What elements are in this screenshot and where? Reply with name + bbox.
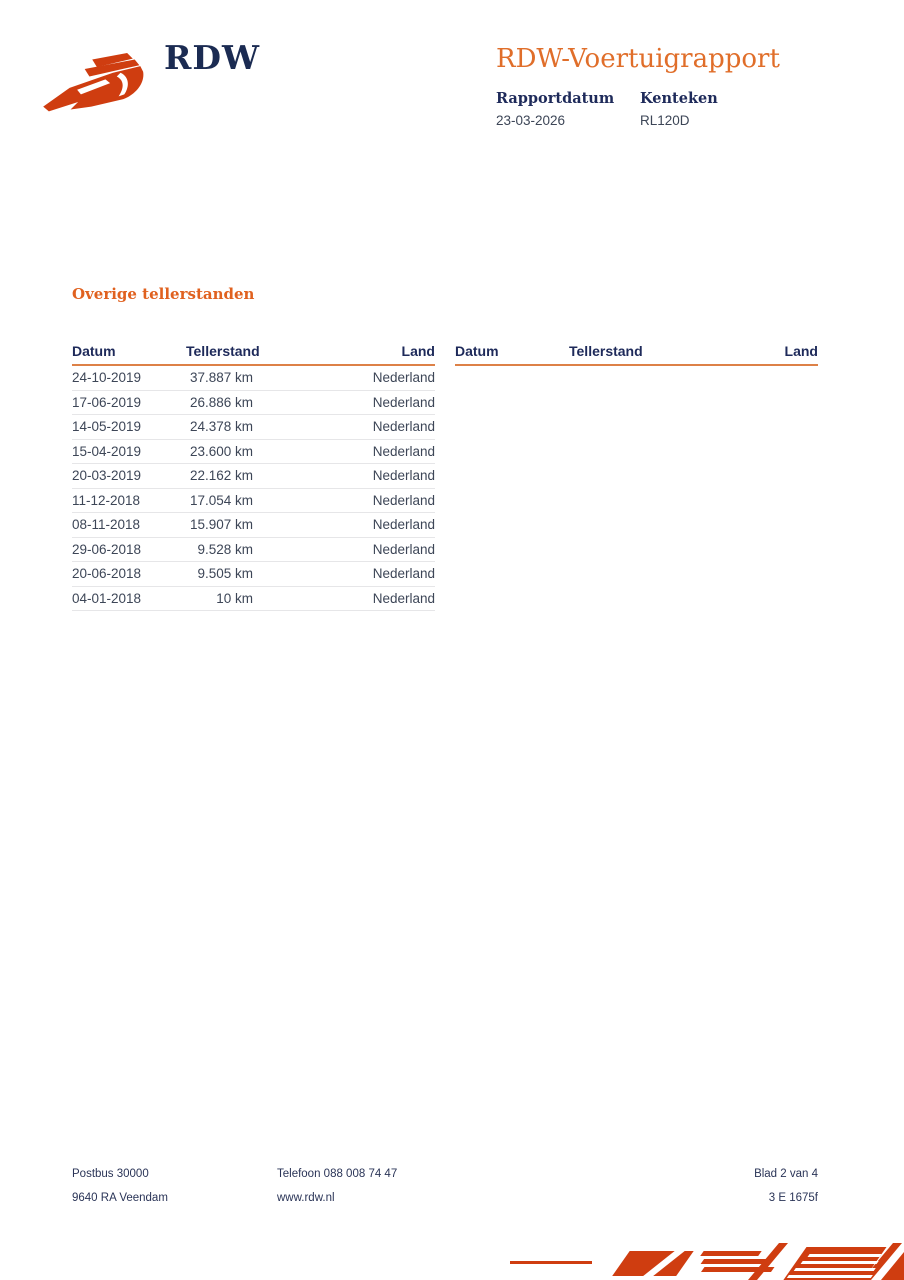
document-title: RDW-Voertuigrapport xyxy=(496,44,780,74)
cell-tellerstand: 26.886 km xyxy=(189,394,253,410)
cell-tellerstand: 10 km xyxy=(216,590,253,606)
title-block xyxy=(496,44,836,128)
cell-tellerstand: 22.162 km xyxy=(189,468,253,484)
footer-postbus: Postbus 30000 xyxy=(72,1168,149,1180)
column-header-datum: Datum xyxy=(455,343,499,359)
table-row xyxy=(72,366,435,391)
cell-datum: 04-01-2018 xyxy=(72,590,142,606)
cell-land: Nederland xyxy=(372,517,435,533)
table-row xyxy=(72,562,435,587)
cell-datum: 08-11-2018 xyxy=(72,517,141,533)
rdw-wordmark: RDW xyxy=(164,38,261,77)
cell-datum: 20-03-2019 xyxy=(72,468,142,484)
cell-tellerstand: 17.054 km xyxy=(189,492,253,508)
cell-land: Nederland xyxy=(372,394,435,410)
cell-tellerstand: 15.907 km xyxy=(189,517,253,533)
footer-city: 9640 RA Veendam xyxy=(72,1192,168,1204)
cell-land: Nederland xyxy=(372,419,435,435)
footer-doc-code: 3 E 1675f xyxy=(768,1192,818,1204)
table-header-row xyxy=(455,343,818,366)
license-plate-value: RL120D xyxy=(640,113,690,128)
report-date-label: Rapportdatum xyxy=(496,90,615,107)
cell-tellerstand: 37.887 km xyxy=(189,370,253,386)
cell-tellerstand: 23.600 km xyxy=(189,443,253,459)
odometer-table-right xyxy=(455,343,818,611)
speed-stripes-graphic xyxy=(505,1242,904,1280)
license-plate-label: Kenteken xyxy=(640,90,718,107)
column-header-datum: Datum xyxy=(72,343,116,359)
cell-tellerstand: 9.528 km xyxy=(197,541,253,557)
table-header-row xyxy=(72,343,435,366)
footer-page-number: Blad 2 van 4 xyxy=(754,1168,818,1180)
cell-datum: 17-06-2019 xyxy=(72,394,142,410)
cell-datum: 14-05-2019 xyxy=(72,419,142,435)
footer-contact-block xyxy=(277,1168,658,1216)
cell-land: Nederland xyxy=(372,443,435,459)
cell-datum: 20-06-2018 xyxy=(72,566,142,582)
odometer-tables xyxy=(72,343,818,611)
table-row xyxy=(72,440,435,465)
footer-phone: Telefoon 088 008 74 47 xyxy=(277,1168,398,1180)
cell-datum: 24-10-2019 xyxy=(72,370,142,386)
table-row xyxy=(72,391,435,416)
cell-datum: 15-04-2019 xyxy=(72,443,142,459)
table-row xyxy=(72,415,435,440)
cell-tellerstand: 24.378 km xyxy=(189,419,253,435)
column-header-land: Land xyxy=(784,343,818,359)
table-row xyxy=(72,513,435,538)
license-plate-block xyxy=(640,90,784,128)
report-date-value: 23-03-2026 xyxy=(496,113,566,128)
table-row xyxy=(72,538,435,563)
column-header-land: Land xyxy=(401,343,435,359)
footer-website: www.rdw.nl xyxy=(277,1192,335,1204)
section-title: Overige tellerstanden xyxy=(72,285,255,303)
report-date-block xyxy=(496,90,640,128)
table-row xyxy=(72,587,435,612)
cell-land: Nederland xyxy=(372,590,435,606)
cell-land: Nederland xyxy=(372,566,435,582)
cell-land: Nederland xyxy=(372,370,435,386)
odometer-table-left xyxy=(72,343,435,611)
cell-land: Nederland xyxy=(372,468,435,484)
cell-datum: 29-06-2018 xyxy=(72,541,142,557)
column-header-tellerstand: Tellerstand xyxy=(186,343,260,359)
column-header-tellerstand: Tellerstand xyxy=(569,343,643,359)
footer-address-block xyxy=(72,1168,277,1216)
rdw-eagle-logo-icon xyxy=(36,52,156,118)
table-row xyxy=(72,464,435,489)
cell-land: Nederland xyxy=(372,492,435,508)
cell-datum: 11-12-2018 xyxy=(72,492,141,508)
cell-tellerstand: 9.505 km xyxy=(197,566,253,582)
cell-land: Nederland xyxy=(372,541,435,557)
table-row xyxy=(72,489,435,514)
page-footer xyxy=(72,1168,818,1216)
footer-page-block xyxy=(658,1168,818,1216)
